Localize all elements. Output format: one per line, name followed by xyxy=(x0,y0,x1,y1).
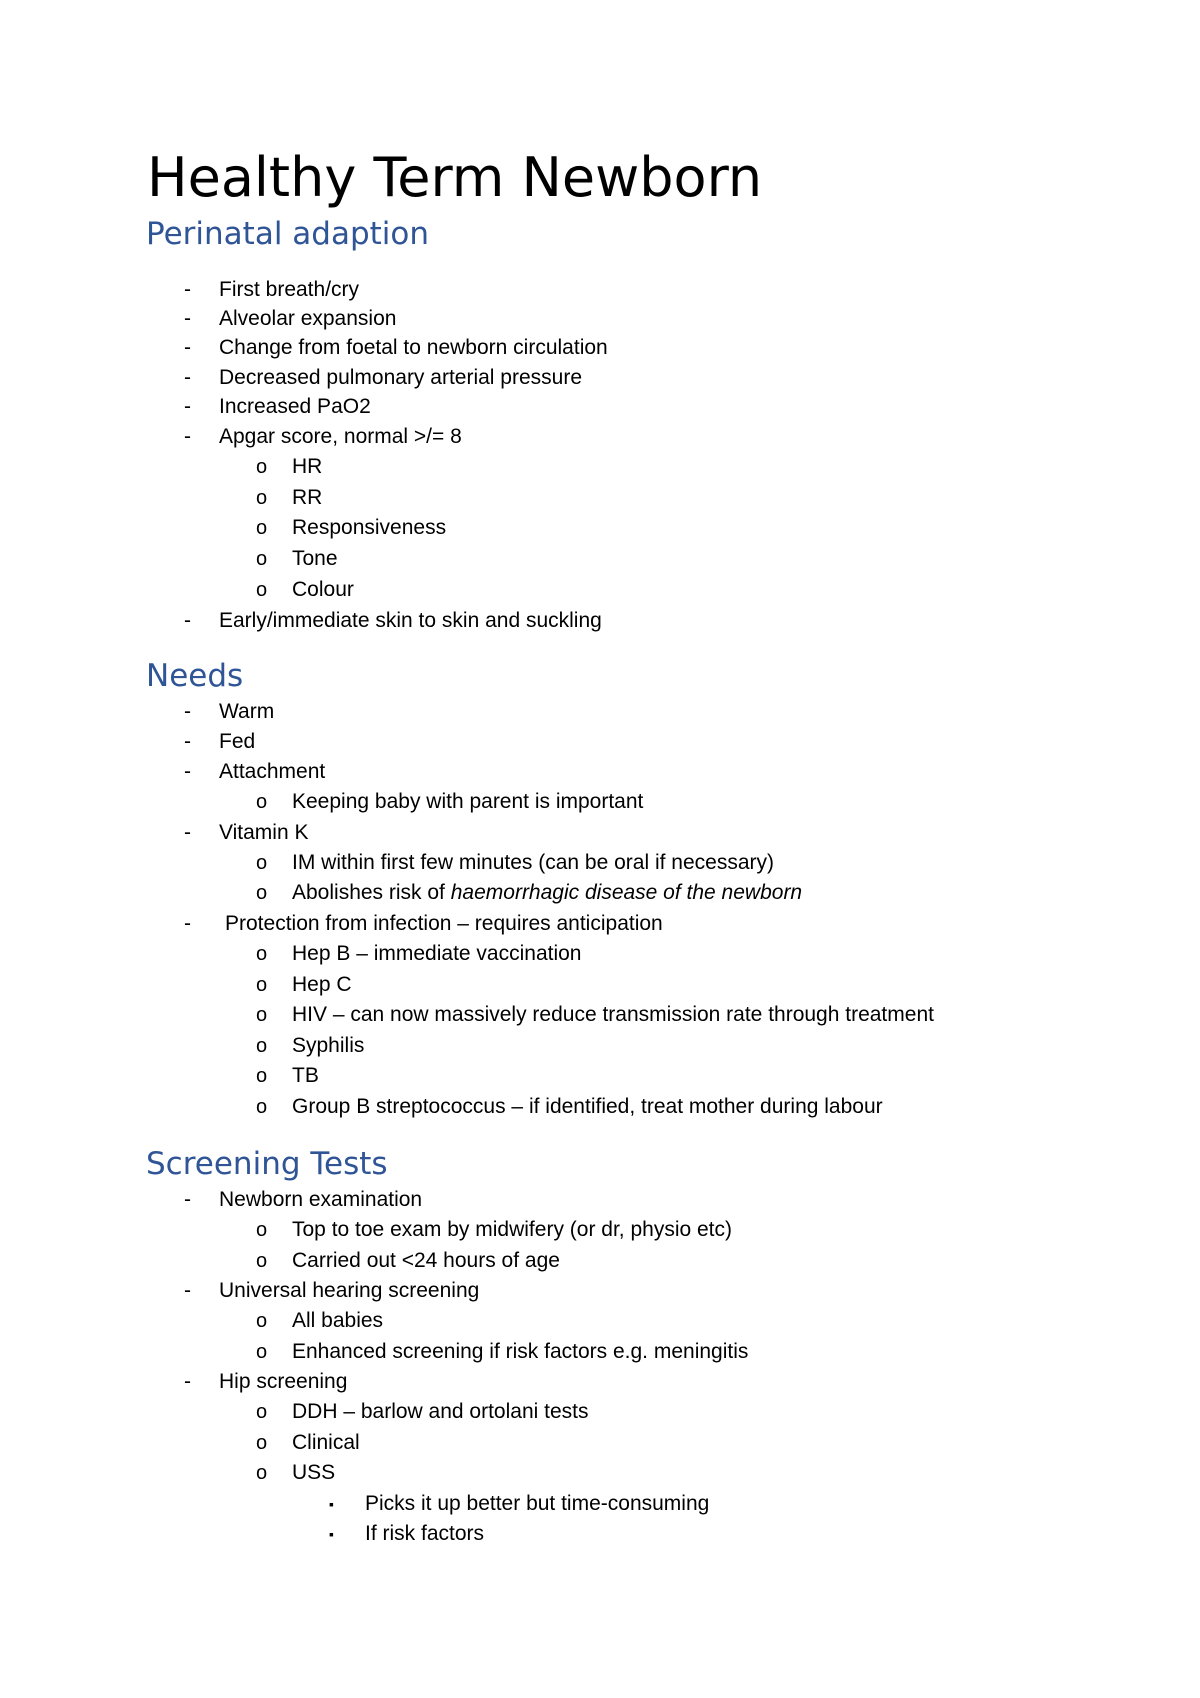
circle-bullet: o xyxy=(256,1432,268,1454)
circle-bullet: o xyxy=(256,1065,268,1087)
dash-bullet: - xyxy=(184,425,191,448)
circle-bullet: o xyxy=(256,1096,268,1118)
dash-bullet: - xyxy=(184,1370,191,1393)
list-item-text: TB xyxy=(292,1064,319,1087)
circle-bullet: o xyxy=(256,882,268,904)
list-item-text: Top to toe exam by midwifery (or dr, physio etc) xyxy=(292,1218,733,1241)
list-item-text: RR xyxy=(292,486,323,509)
page-title: Healthy Term Newborn xyxy=(147,146,763,209)
circle-bullet: o xyxy=(256,487,268,509)
circle-bullet: o xyxy=(256,1310,268,1332)
dash-bullet: - xyxy=(184,912,191,935)
list-item-text: Early/immediate skin to skin and suckling xyxy=(219,609,602,632)
circle-bullet: o xyxy=(256,1035,268,1057)
section-heading-screening-tests: Screening Tests xyxy=(146,1146,388,1182)
square-bullet: ▪ xyxy=(329,1496,334,1512)
list-item-text: Responsiveness xyxy=(292,516,447,539)
dash-bullet: - xyxy=(184,821,191,844)
dash-bullet: - xyxy=(184,760,191,783)
circle-bullet: o xyxy=(256,579,268,601)
circle-bullet: o xyxy=(256,1004,268,1026)
list-item-text: Fed xyxy=(219,730,256,753)
list-item-text: Syphilis xyxy=(292,1034,365,1057)
dash-bullet: - xyxy=(184,1279,191,1302)
list-item-text: Picks it up better but time-consuming xyxy=(365,1492,710,1515)
list-item-text: Increased PaO2 xyxy=(219,395,371,418)
list-item-text: Group B streptococcus – if identified, treat mother during labour xyxy=(292,1095,883,1118)
list-item-text: Hep B – immediate vaccination xyxy=(292,942,582,965)
list-item-text: Universal hearing screening xyxy=(219,1279,480,1302)
square-bullet: ▪ xyxy=(329,1526,334,1542)
list-item-text: Tone xyxy=(292,547,338,570)
circle-bullet: o xyxy=(256,791,268,813)
list-item-text: If risk factors xyxy=(365,1522,485,1545)
dash-bullet: - xyxy=(184,366,191,389)
list-item-text: Carried out <24 hours of age xyxy=(292,1249,560,1272)
list-item-text: Protection from infection – requires anticipation xyxy=(225,912,663,935)
list-item-text-italic: haemorrhagic disease of the newborn xyxy=(450,881,803,904)
circle-bullet: o xyxy=(256,1462,268,1484)
dash-bullet: - xyxy=(184,730,191,753)
list-item-text xyxy=(292,879,802,907)
list-item-text: Apgar score, normal >/= 8 xyxy=(219,425,462,448)
circle-bullet: o xyxy=(256,974,268,996)
list-item-text: All babies xyxy=(292,1309,384,1332)
circle-bullet: o xyxy=(256,1341,268,1363)
dash-bullet: - xyxy=(184,278,191,301)
list-item-text: Newborn examination xyxy=(219,1188,423,1211)
list-item-text: Hep C xyxy=(292,973,352,996)
circle-bullet: o xyxy=(256,548,268,570)
list-item-text: Enhanced screening if risk factors e.g. meningitis xyxy=(292,1340,749,1363)
list-item-text: Keeping baby with parent is important xyxy=(292,790,644,813)
dash-bullet: - xyxy=(184,336,191,359)
list-item-text: IM within first few minutes (can be oral if necessary) xyxy=(292,851,774,874)
circle-bullet: o xyxy=(256,1401,268,1423)
circle-bullet: o xyxy=(256,517,268,539)
dash-bullet: - xyxy=(184,609,191,632)
list-item-text: Decreased pulmonary arterial pressure xyxy=(219,366,582,389)
list-item-text: Clinical xyxy=(292,1431,360,1454)
list-item-text: USS xyxy=(292,1461,336,1484)
list-item-text: HR xyxy=(292,455,323,478)
list-item-text: Attachment xyxy=(219,760,326,783)
list-item-text: DDH – barlow and ortolani tests xyxy=(292,1400,589,1423)
list-item-text: Change from foetal to newborn circulation xyxy=(219,336,608,359)
dash-bullet: - xyxy=(184,307,191,330)
list-item-text: First breath/cry xyxy=(219,278,360,301)
section-heading-needs: Needs xyxy=(146,658,244,694)
dash-bullet: - xyxy=(184,395,191,418)
dash-bullet: - xyxy=(184,700,191,723)
circle-bullet: o xyxy=(256,1250,268,1272)
circle-bullet: o xyxy=(256,1219,268,1241)
list-item-text-prefix: Abolishes risk of xyxy=(292,881,451,904)
circle-bullet: o xyxy=(256,456,268,478)
list-item-text: Vitamin K xyxy=(219,821,309,844)
list-item-text: Hip screening xyxy=(219,1370,348,1393)
list-item-text: Colour xyxy=(292,578,354,601)
circle-bullet: o xyxy=(256,852,268,874)
list-item-text: Alveolar expansion xyxy=(219,307,397,330)
circle-bullet: o xyxy=(256,943,268,965)
list-item-text: Warm xyxy=(219,700,275,723)
list-item-text: HIV – can now massively reduce transmission rate through treatment xyxy=(292,1003,934,1026)
dash-bullet: - xyxy=(184,1188,191,1211)
section-heading-perinatal-adaption: Perinatal adaption xyxy=(146,216,430,252)
